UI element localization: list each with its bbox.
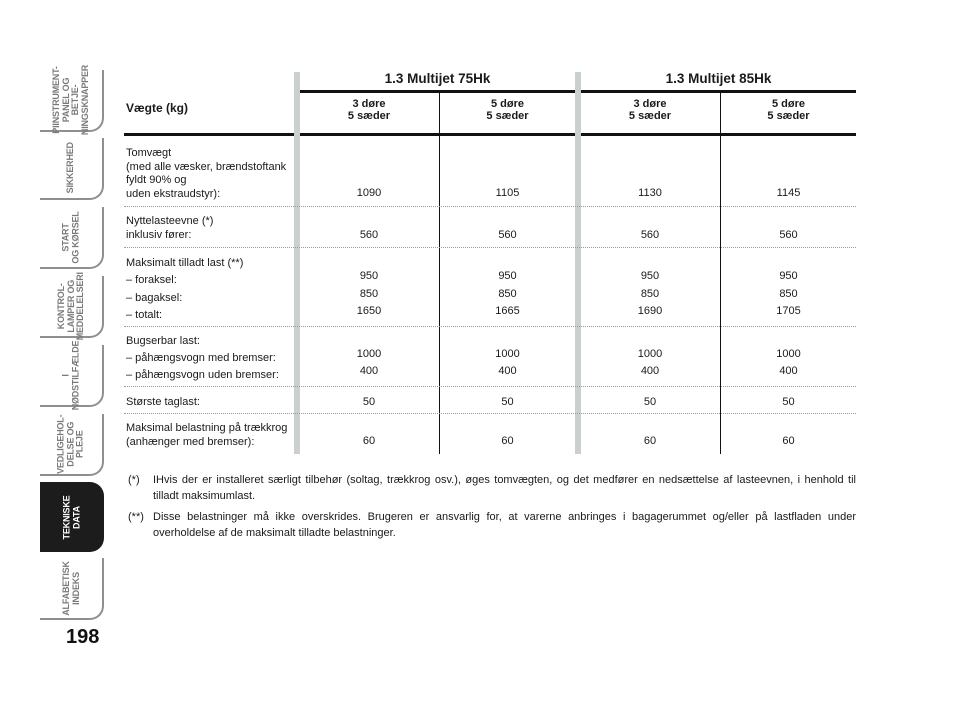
row-label: uden ekstraudstyr): — [126, 188, 221, 200]
cell-value: 950 850 1650 — [356, 270, 382, 317]
cell-value: 560 — [779, 229, 798, 241]
row-label: Nyttelasteevne (*) — [126, 215, 214, 227]
footnote-text: Disse belastninger må ikke overskrides. Brugeren er ansvarlig for, at varerne anbringes i bagagerummet og/eller på lastfladen under overholdelse af de maksimalt tilladte belastninger. — [153, 511, 856, 539]
tab-label: VEDLIGEHOL- DELSE OG PLEJE — [55, 414, 85, 474]
tab-nodstilfaelde[interactable] — [40, 340, 104, 410]
tab-alfabetisk-indeks[interactable] — [40, 558, 104, 620]
cell-value: 50 — [782, 396, 795, 408]
row-label: – påhængsvogn med bremser: — [126, 352, 276, 364]
row-label: Maksimalt tilladt last (**) — [126, 257, 244, 269]
cell-value: 1145 — [776, 187, 801, 199]
cell-value: 1000 400 — [637, 348, 663, 377]
group-header-85hk: 1.3 Multijet 85Hk — [665, 71, 772, 86]
tab-sikkerhed[interactable] — [40, 138, 104, 200]
cell-value: 950 850 1665 — [495, 270, 520, 317]
header-rule — [300, 133, 575, 136]
tab-label: SIKKERHED — [65, 142, 76, 194]
row-label: Maksimal belastning på trækkrog — [126, 422, 288, 434]
cell-value: 60 — [782, 435, 795, 447]
row-label: (anhænger med bremser): — [126, 436, 255, 448]
row-divider — [124, 206, 856, 207]
cell-value: 60 — [362, 435, 376, 447]
tab-vedligeholdelse[interactable] — [40, 414, 104, 476]
row-label: fyldt 90% og — [126, 174, 187, 186]
row-label: – totalt: — [126, 309, 163, 321]
footnote-text: IHvis der er installeret særligt tilbehør (soltag, trækkrog osv.), øges tomvægten, og det medfører en nedsættelse af lasteevnen, i henhold til tilladt maksimumlast. — [153, 474, 856, 502]
header-rule — [124, 133, 294, 136]
row-label: Bugserbar last: — [126, 335, 200, 347]
cell-value: 1105 — [495, 187, 520, 199]
tab-kontrollamper[interactable] — [40, 271, 104, 341]
page-number: 198 — [66, 626, 100, 648]
column-header: 5 døre 5 sæder — [486, 98, 529, 122]
footnote — [128, 472, 856, 504]
row-label: – bagaksel: — [126, 292, 183, 304]
cell-value: 560 — [640, 229, 660, 241]
cell-value: 50 — [362, 396, 376, 408]
header-rule — [581, 90, 856, 93]
row-divider — [124, 326, 856, 327]
cell-value: 1130 — [638, 187, 662, 199]
row-label: (med alle væsker, brændstoftank — [126, 161, 287, 173]
cell-value: 1000 400 — [495, 348, 520, 377]
column-header: 3 døre 5 sæder — [347, 98, 391, 122]
footnote-mark: (*) — [128, 474, 140, 486]
tab-label: TEKNISKE DATA — [61, 495, 81, 539]
row-divider — [124, 386, 856, 387]
tab-label: ALFABETISK INDEKS — [60, 560, 80, 616]
row-label: Tomvægt — [126, 147, 172, 159]
cell-value: 50 — [643, 396, 657, 408]
tab-label: KONTROL- LAMPER OG MEDDELELSERI — [55, 271, 85, 341]
column-header: 5 døre 5 sæder — [767, 98, 810, 122]
footnote — [128, 509, 856, 541]
row-label: – påhængsvogn uden bremser: — [126, 369, 279, 381]
header-rule — [581, 133, 856, 136]
cell-value: 560 — [359, 229, 379, 241]
tab-label: START OG KØRSEL — [60, 210, 80, 264]
row-label: Største taglast: — [126, 396, 200, 408]
row-divider — [124, 247, 856, 248]
row-divider — [124, 413, 856, 414]
row-label: inklusiv fører: — [126, 229, 192, 241]
column-header: 3 døre 5 sæder — [628, 98, 672, 122]
cell-value: 560 — [498, 229, 517, 241]
cell-value: 950 850 1690 — [637, 270, 663, 317]
header-rule — [300, 90, 575, 93]
cell-value: 1000 400 — [776, 348, 801, 377]
cell-value: 950 850 1705 — [776, 270, 801, 317]
tab-start-og-korsel[interactable] — [40, 207, 104, 269]
tab-label: PIINSTRUMENT- PANEL OG BETJE- NINGSKNAPPER — [51, 64, 90, 136]
cell-value: 1000 400 — [356, 348, 382, 377]
tab-tekniske-data[interactable] — [40, 482, 104, 552]
cell-value: 60 — [643, 435, 657, 447]
table-title: Vægte (kg) — [126, 101, 189, 115]
tab-label: I NØDSTILFÆLDE — [60, 340, 81, 410]
row-label: – foraksel: — [126, 274, 177, 286]
group-header-75hk: 1.3 Multijet 75Hk — [384, 71, 491, 86]
tab-instrument-panel[interactable] — [40, 64, 104, 136]
cell-value: 1090 — [356, 187, 382, 199]
footnote-mark: (**) — [128, 511, 144, 523]
cell-value: 50 — [501, 396, 514, 408]
cell-value: 60 — [501, 435, 514, 447]
